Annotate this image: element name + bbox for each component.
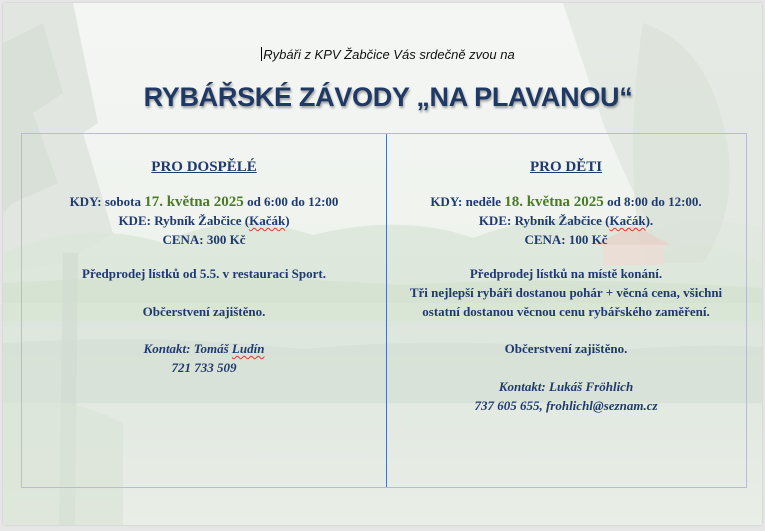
children-contact-details: 737 605 655, frohlichl@seznam.cz [474,398,658,413]
children-prizes-line-1: Tři nejlepší rybáři dostanou pohár + věcná cena, všichni [409,285,723,300]
adults-refreshments: Občerstvení zajištěno. [142,304,266,319]
adults-where-prefix: KDE: Rybník Žabčice ( [118,213,250,228]
children-where [387,212,745,231]
invitation-line [3,47,762,62]
children-presale: Předprodej lístků na místě konání. [469,266,663,281]
adults-price: CENA: 300 Kč [162,232,246,247]
adults-presale: Předprodej lístků od 5.5. v restauraci Sport. [82,266,326,281]
children-price: CENA: 100 Kč [524,232,608,247]
adults-when-date: 17. května 2025 [144,194,244,210]
adults-contact-surname: Ludín [231,341,265,356]
children-when-suffix: od 8:00 do 12:00. [603,194,702,209]
adults-when [22,193,386,212]
adults-contact [22,340,386,359]
adults-where-place: Kačák [249,213,286,228]
document-page[interactable] [3,3,762,525]
children-when-date: 18. května 2025 [504,194,604,210]
children-prizes-line-2: ostatní dostanou věcnou cenu rybářského zaměření. [422,304,710,319]
children-where-suffix: ). [645,213,654,228]
adults-when-suffix: od 6:00 do 12:00 [243,194,339,209]
event-title: RYBÁŘSKÉ ZÁVODY „NA PLAVANOU“ [143,82,633,112]
invitation-text: Rybáři z KPV Žabčice Vás srdečně zvou na [263,47,515,62]
children-column [387,134,745,484]
children-contact: Kontakt: Lukáš Fröhlich [498,379,634,394]
adults-heading: PRO DOSPĚLÉ [151,159,257,175]
adults-where-suffix: ) [285,213,290,228]
children-where-place: Kačák [609,213,646,228]
children-when [387,193,745,212]
children-heading: PRO DĚTI [529,159,603,175]
adults-where [22,212,386,231]
children-where-prefix: KDE: Rybník Žabčice ( [478,213,610,228]
adults-contact-phone: 721 733 509 [171,360,237,375]
children-when-prefix: KDY: neděle [430,194,505,209]
adults-contact-prefix: Kontakt: Tomáš [143,341,232,356]
adults-column [22,134,386,484]
children-refreshments: Občerstvení zajištěno. [504,341,628,356]
adults-when-prefix: KDY: sobota [69,194,145,209]
